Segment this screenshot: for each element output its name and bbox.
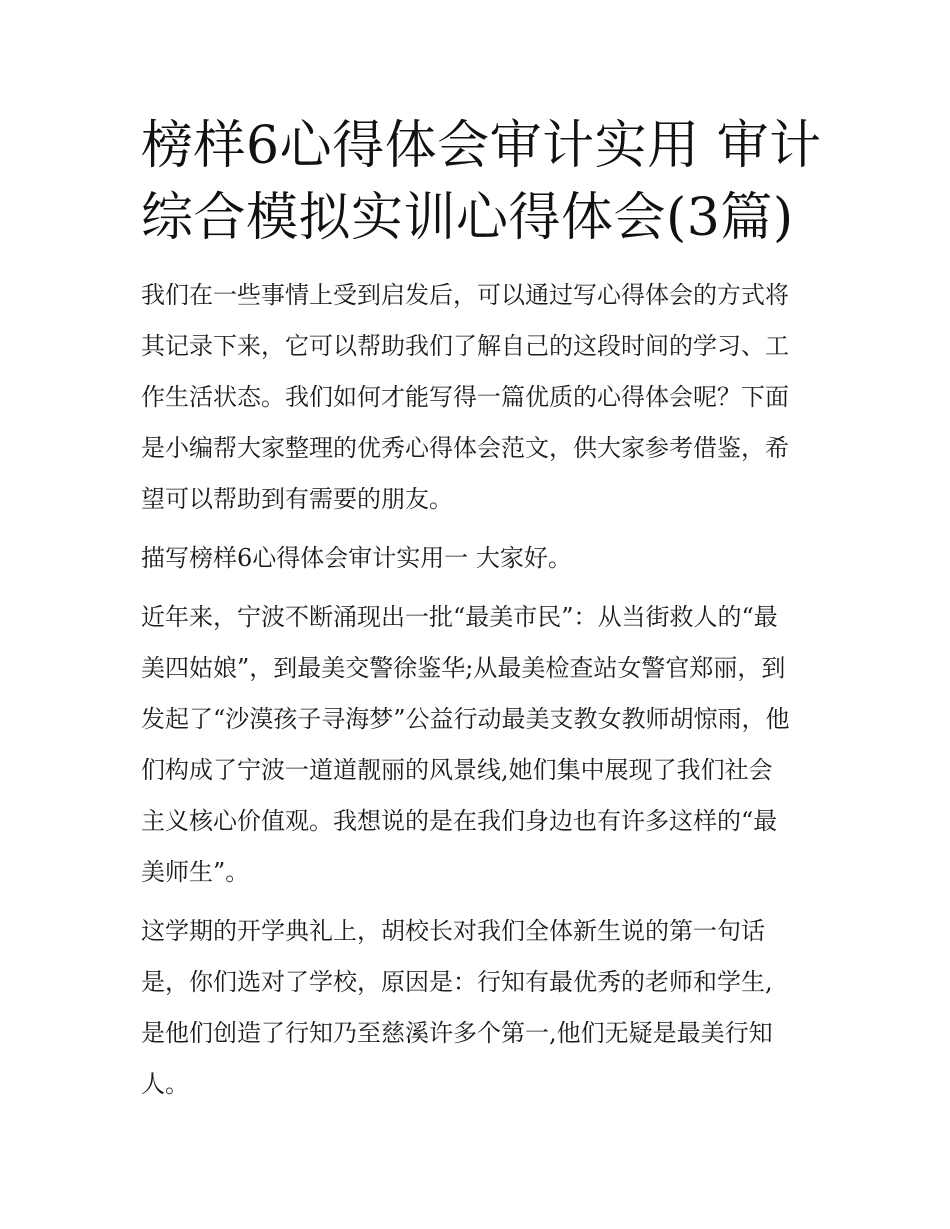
paragraph-line: 描写榜样6心得体会审计实用一 大家好。	[141, 544, 572, 572]
paragraph-line: 美四姑娘”，到最美交警徐鉴华;从最美检查站女警官郑丽，到	[141, 654, 786, 682]
paragraph-line: 们构成了宁波一道道靓丽的风景线,她们集中展现了我们社会	[141, 756, 773, 784]
paragraph-line: 是他们创造了行知乃至慈溪许多个第一,他们无疑是最美行知	[141, 1019, 773, 1047]
body-paragraph	[141, 592, 813, 898]
paragraph-line: 主义核心价值观。我想说的是在我们身边也有许多这样的“最	[141, 807, 778, 835]
paragraph-line: 近年来，宁波不断涌现出一批“最美市民”：从当街救人的“最	[141, 603, 778, 631]
title-line: 综合模拟实训心得体会(3篇)	[141, 188, 794, 248]
document-body	[141, 270, 813, 1110]
paragraph-line: 人。	[141, 1070, 189, 1098]
body-paragraph	[141, 906, 813, 1110]
document-title	[141, 110, 822, 254]
paragraph-line: 其记录下来，它可以帮助我们了解自己的这段时间的学习、工	[141, 332, 789, 360]
paragraph-line: 望可以帮助到有需要的朋友。	[141, 485, 453, 513]
document-content	[141, 110, 822, 1118]
paragraph-line: 发起了“沙漠孩子寻海梦”公益行动最美支教女教师胡惊雨，他	[141, 705, 790, 733]
intro-paragraph	[141, 270, 813, 525]
paragraph-line: 是小编帮大家整理的优秀心得体会范文，供大家参考借鉴，希	[141, 434, 789, 462]
title-line: 榜样6心得体会审计实用 审计	[141, 116, 822, 176]
section-heading-paragraph	[141, 533, 813, 584]
paragraph-line: 这学期的开学典礼上，胡校长对我们全体新生说的第一句话	[141, 917, 765, 945]
paragraph-line: 是，你们选对了学校，原因是：行知有最优秀的老师和学生,	[141, 968, 773, 996]
paragraph-line: 美师生”。	[141, 858, 250, 886]
paragraph-line: 我们在一些事情上受到启发后，可以通过写心得体会的方式将	[141, 281, 789, 309]
paragraph-line: 作生活状态。我们如何才能写得一篇优质的心得体会呢？下面	[141, 383, 789, 411]
